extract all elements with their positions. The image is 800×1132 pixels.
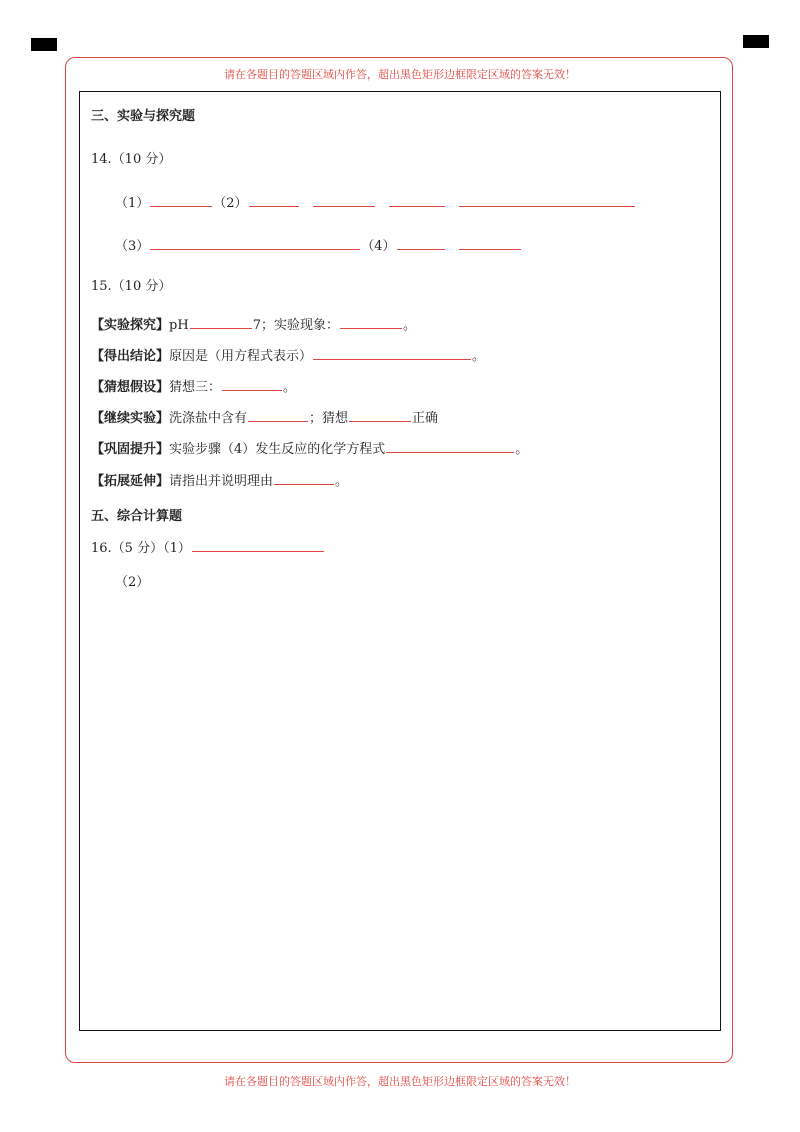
q15-row-2 [91,347,485,365]
q15-r2-text-a: 原因是（用方程式表示） [169,349,313,364]
q15-label: 15.（10 分） [91,279,172,294]
q14-blank-2a[interactable] [249,194,299,207]
answer-box [79,91,721,1031]
notice-bottom: 请在各题目的答题区域内作答，超出黑色矩形边框限定区域的答案无效！ [224,1075,576,1088]
q15-r2-text-b: 。 [472,349,486,364]
q15-blank-phenomenon[interactable] [340,316,402,329]
q15-r1-text-c: 。 [402,318,416,333]
notice-top: 请在各题目的答题区域内作答，超出黑色矩形边框限定区域的答案无效！ [224,68,576,81]
q16-blank-1[interactable] [192,539,324,552]
q15-r4-text-a: 洗涤盐中含有 [169,411,248,426]
q15-r4-text-c: 正确 [412,411,439,426]
q15-r5-bracket: 【巩固提升】 [91,442,170,457]
q15-r5-text-a: 实验步骤（4）发生反应的化学方程式 [169,442,386,457]
q15-blank-equation-1[interactable] [313,347,471,360]
corner-marker-right [743,35,769,48]
q14-blank-2d[interactable] [459,194,635,207]
q14-blank-4a[interactable] [397,237,445,250]
q15-r6-text-b: 。 [335,474,349,489]
q16-row-1 [91,539,325,557]
q14-part-1-label: （1） [115,196,150,211]
q14-part-4-label: （4） [361,239,396,254]
q15-r1-text-a: pH [169,318,189,333]
q14-part-3-label: （3） [115,239,150,254]
q16-part-2-label: （2） [115,575,150,590]
corner-marker-left [31,38,57,51]
q15-blank-ph[interactable] [190,316,252,329]
q15-row-1 [91,316,416,334]
q15-r3-text-b: 。 [283,380,297,395]
q15-blank-hypothesis[interactable] [222,378,282,391]
q16-label: 16.（5 分）（1） [91,541,191,556]
q15-blank-salt[interactable] [248,409,308,422]
q15-r6-bracket: 【拓展延伸】 [91,474,170,489]
q15-blank-correct-guess[interactable] [349,409,411,422]
q14-row-1 [115,194,636,212]
q15-r5-text-b: 。 [515,442,529,457]
section-5-title: 五、综合计算题 [91,509,183,524]
q14-blank-3[interactable] [150,237,360,250]
q15-r3-bracket: 【猜想假设】 [91,380,170,395]
section-3-title: 三、实验与探究题 [91,109,196,124]
q15-blank-equation-2[interactable] [386,440,514,453]
q15-row-3 [91,378,296,396]
q15-row-5 [91,440,528,458]
q14-blank-2b[interactable] [313,194,375,207]
q15-r3-text-a: 猜想三： [169,380,222,395]
q14-blank-4b[interactable] [459,237,521,250]
q14-part-2-label: （2） [213,196,248,211]
q14-row-2 [115,237,522,255]
q14-blank-1[interactable] [150,194,212,207]
q15-row-6 [91,472,348,490]
q14-blank-2c[interactable] [389,194,445,207]
q14-label: 14.（10 分） [91,152,172,167]
q15-r1-text-b: 7；实验现象： [252,318,339,333]
q15-blank-reason[interactable] [274,472,334,485]
q15-row-4 [91,409,438,427]
q15-r4-bracket: 【继续实验】 [91,411,170,426]
q15-r2-bracket: 【得出结论】 [91,349,170,364]
q15-r1-bracket: 【实验探究】 [91,318,170,333]
q15-r4-text-b: ；猜想 [309,411,349,426]
q15-r6-text-a: 请指出并说明理由 [169,474,274,489]
